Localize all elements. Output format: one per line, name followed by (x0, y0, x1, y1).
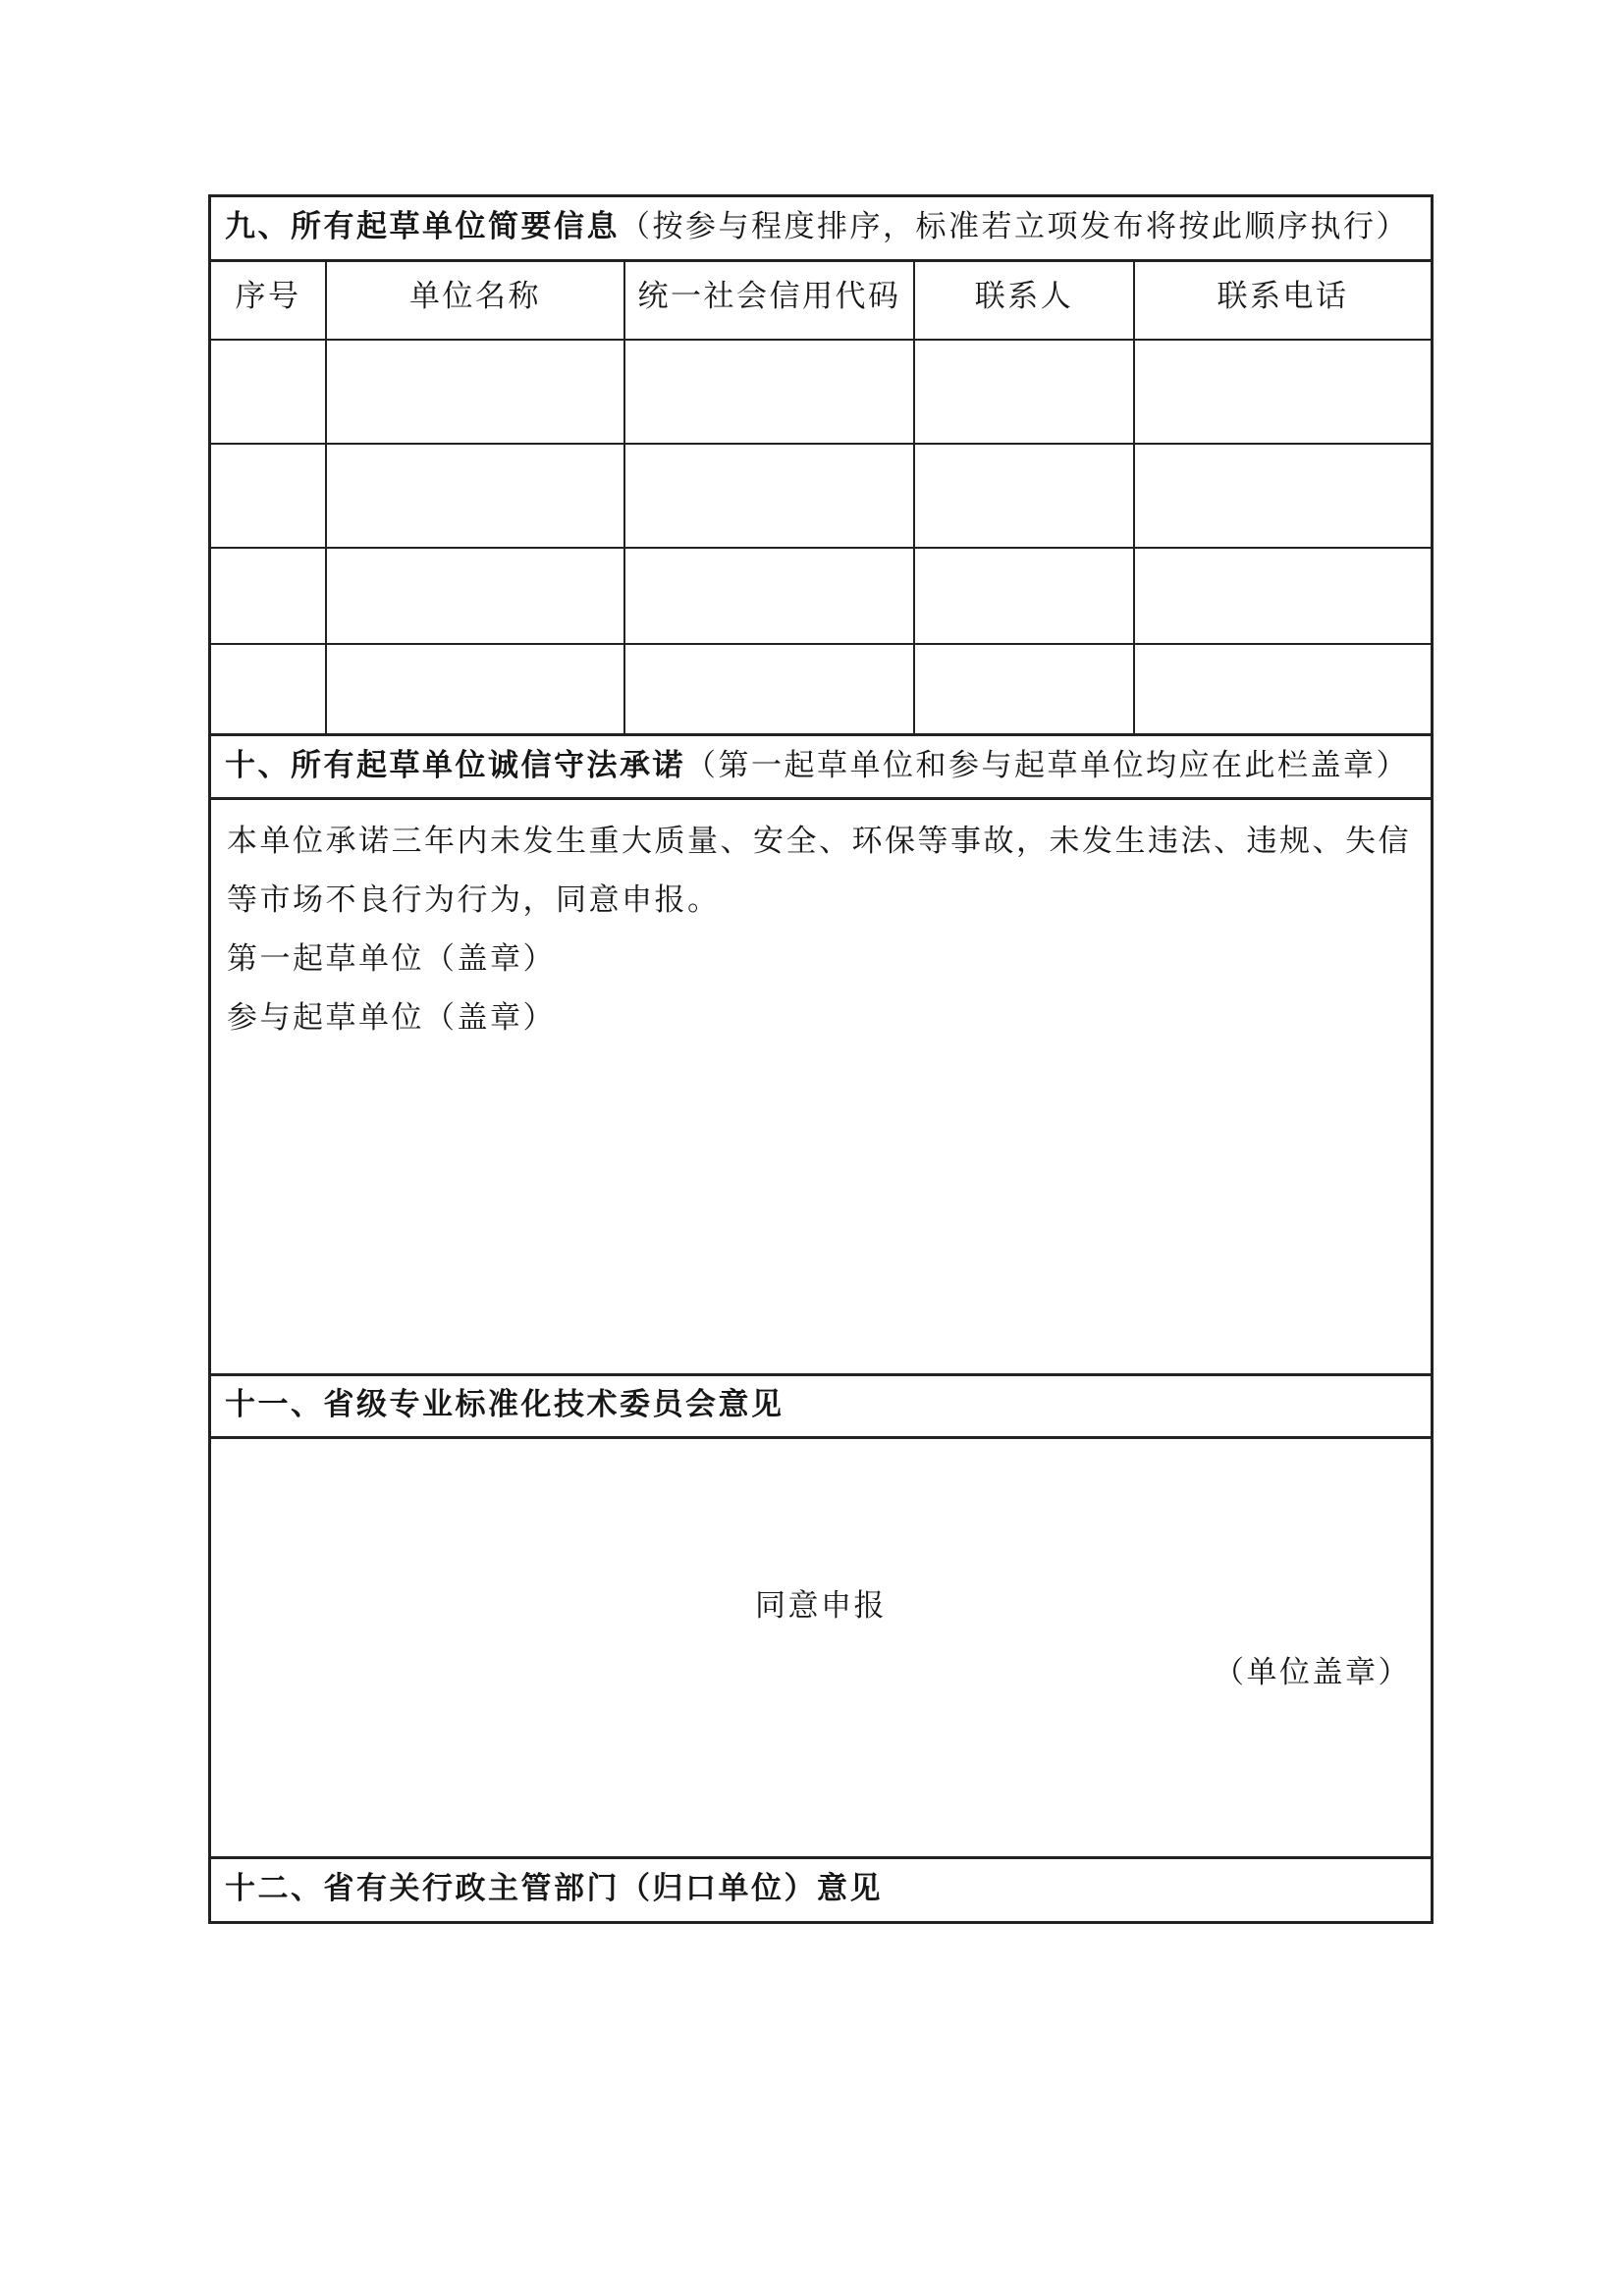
empty-data-row (211, 644, 1431, 733)
table-cell (624, 444, 914, 548)
empty-data-row (211, 340, 1431, 444)
section11-title-row (211, 1373, 1431, 1436)
table-cell (914, 548, 1134, 644)
promise-text-line-2: 等市场不良行为行为，同意申报。 (227, 882, 721, 917)
section10-content-cell (211, 797, 1431, 1373)
first-drafter-seal-label: 第一起草单位（盖章） (227, 941, 556, 976)
section12-title-row (211, 1856, 1431, 1921)
table-header-row (211, 261, 1431, 341)
promise-text-line-1: 本单位承诺三年内未发生重大质量、安全、环保等事故，未发生违法、违规、失信 (227, 824, 1411, 858)
column-header-contact-phone: 联系电话 (1134, 261, 1431, 341)
drafting-units-table (211, 259, 1431, 733)
table-cell (326, 548, 624, 644)
table-cell (914, 340, 1134, 444)
table-cell (1134, 548, 1431, 644)
section10-title: 十、所有起草单位诚信守法承诺 (225, 747, 685, 782)
section12-title: 十二、省有关行政主管部门（归口单位）意见 (225, 1871, 883, 1905)
column-header-contact-person: 联系人 (914, 261, 1134, 341)
empty-data-row (211, 548, 1431, 644)
section10-title-note: （第一起草单位和参与起草单位均应在此栏盖章） (685, 747, 1409, 782)
table-cell (624, 340, 914, 444)
unit-seal-note: （单位盖章） (1214, 1655, 1411, 1689)
committee-opinion-text: 同意申报 (755, 1588, 887, 1623)
table-cell (211, 444, 326, 548)
table-cell (326, 644, 624, 733)
section9-title-row (211, 197, 1431, 259)
section11-content-cell (211, 1436, 1431, 1856)
table-cell (1134, 644, 1431, 733)
table-cell (914, 444, 1134, 548)
section9-title: 九、所有起草单位简要信息 (225, 209, 620, 243)
table-cell (1134, 340, 1431, 444)
table-cell (1134, 444, 1431, 548)
table-cell (211, 644, 326, 733)
table-cell (326, 340, 624, 444)
table-cell (624, 548, 914, 644)
table-cell (326, 444, 624, 548)
table-cell (624, 644, 914, 733)
section11-title: 十一、省级专业标准化技术委员会意见 (225, 1387, 785, 1421)
table-cell (211, 340, 326, 444)
section9-title-note: （按参与程度排序，标准若立项发布将按此顺序执行） (620, 209, 1409, 243)
section10-title-row (211, 733, 1431, 797)
column-header-credit-code: 统一社会信用代码 (624, 261, 914, 341)
empty-data-row (211, 444, 1431, 548)
participant-drafter-seal-label: 参与起草单位（盖章） (227, 1000, 556, 1035)
column-header-seq-no: 序号 (211, 261, 326, 341)
column-header-unit-name: 单位名称 (326, 261, 624, 341)
table-cell (914, 644, 1134, 733)
application-form (208, 194, 1434, 1924)
table-cell (211, 548, 326, 644)
